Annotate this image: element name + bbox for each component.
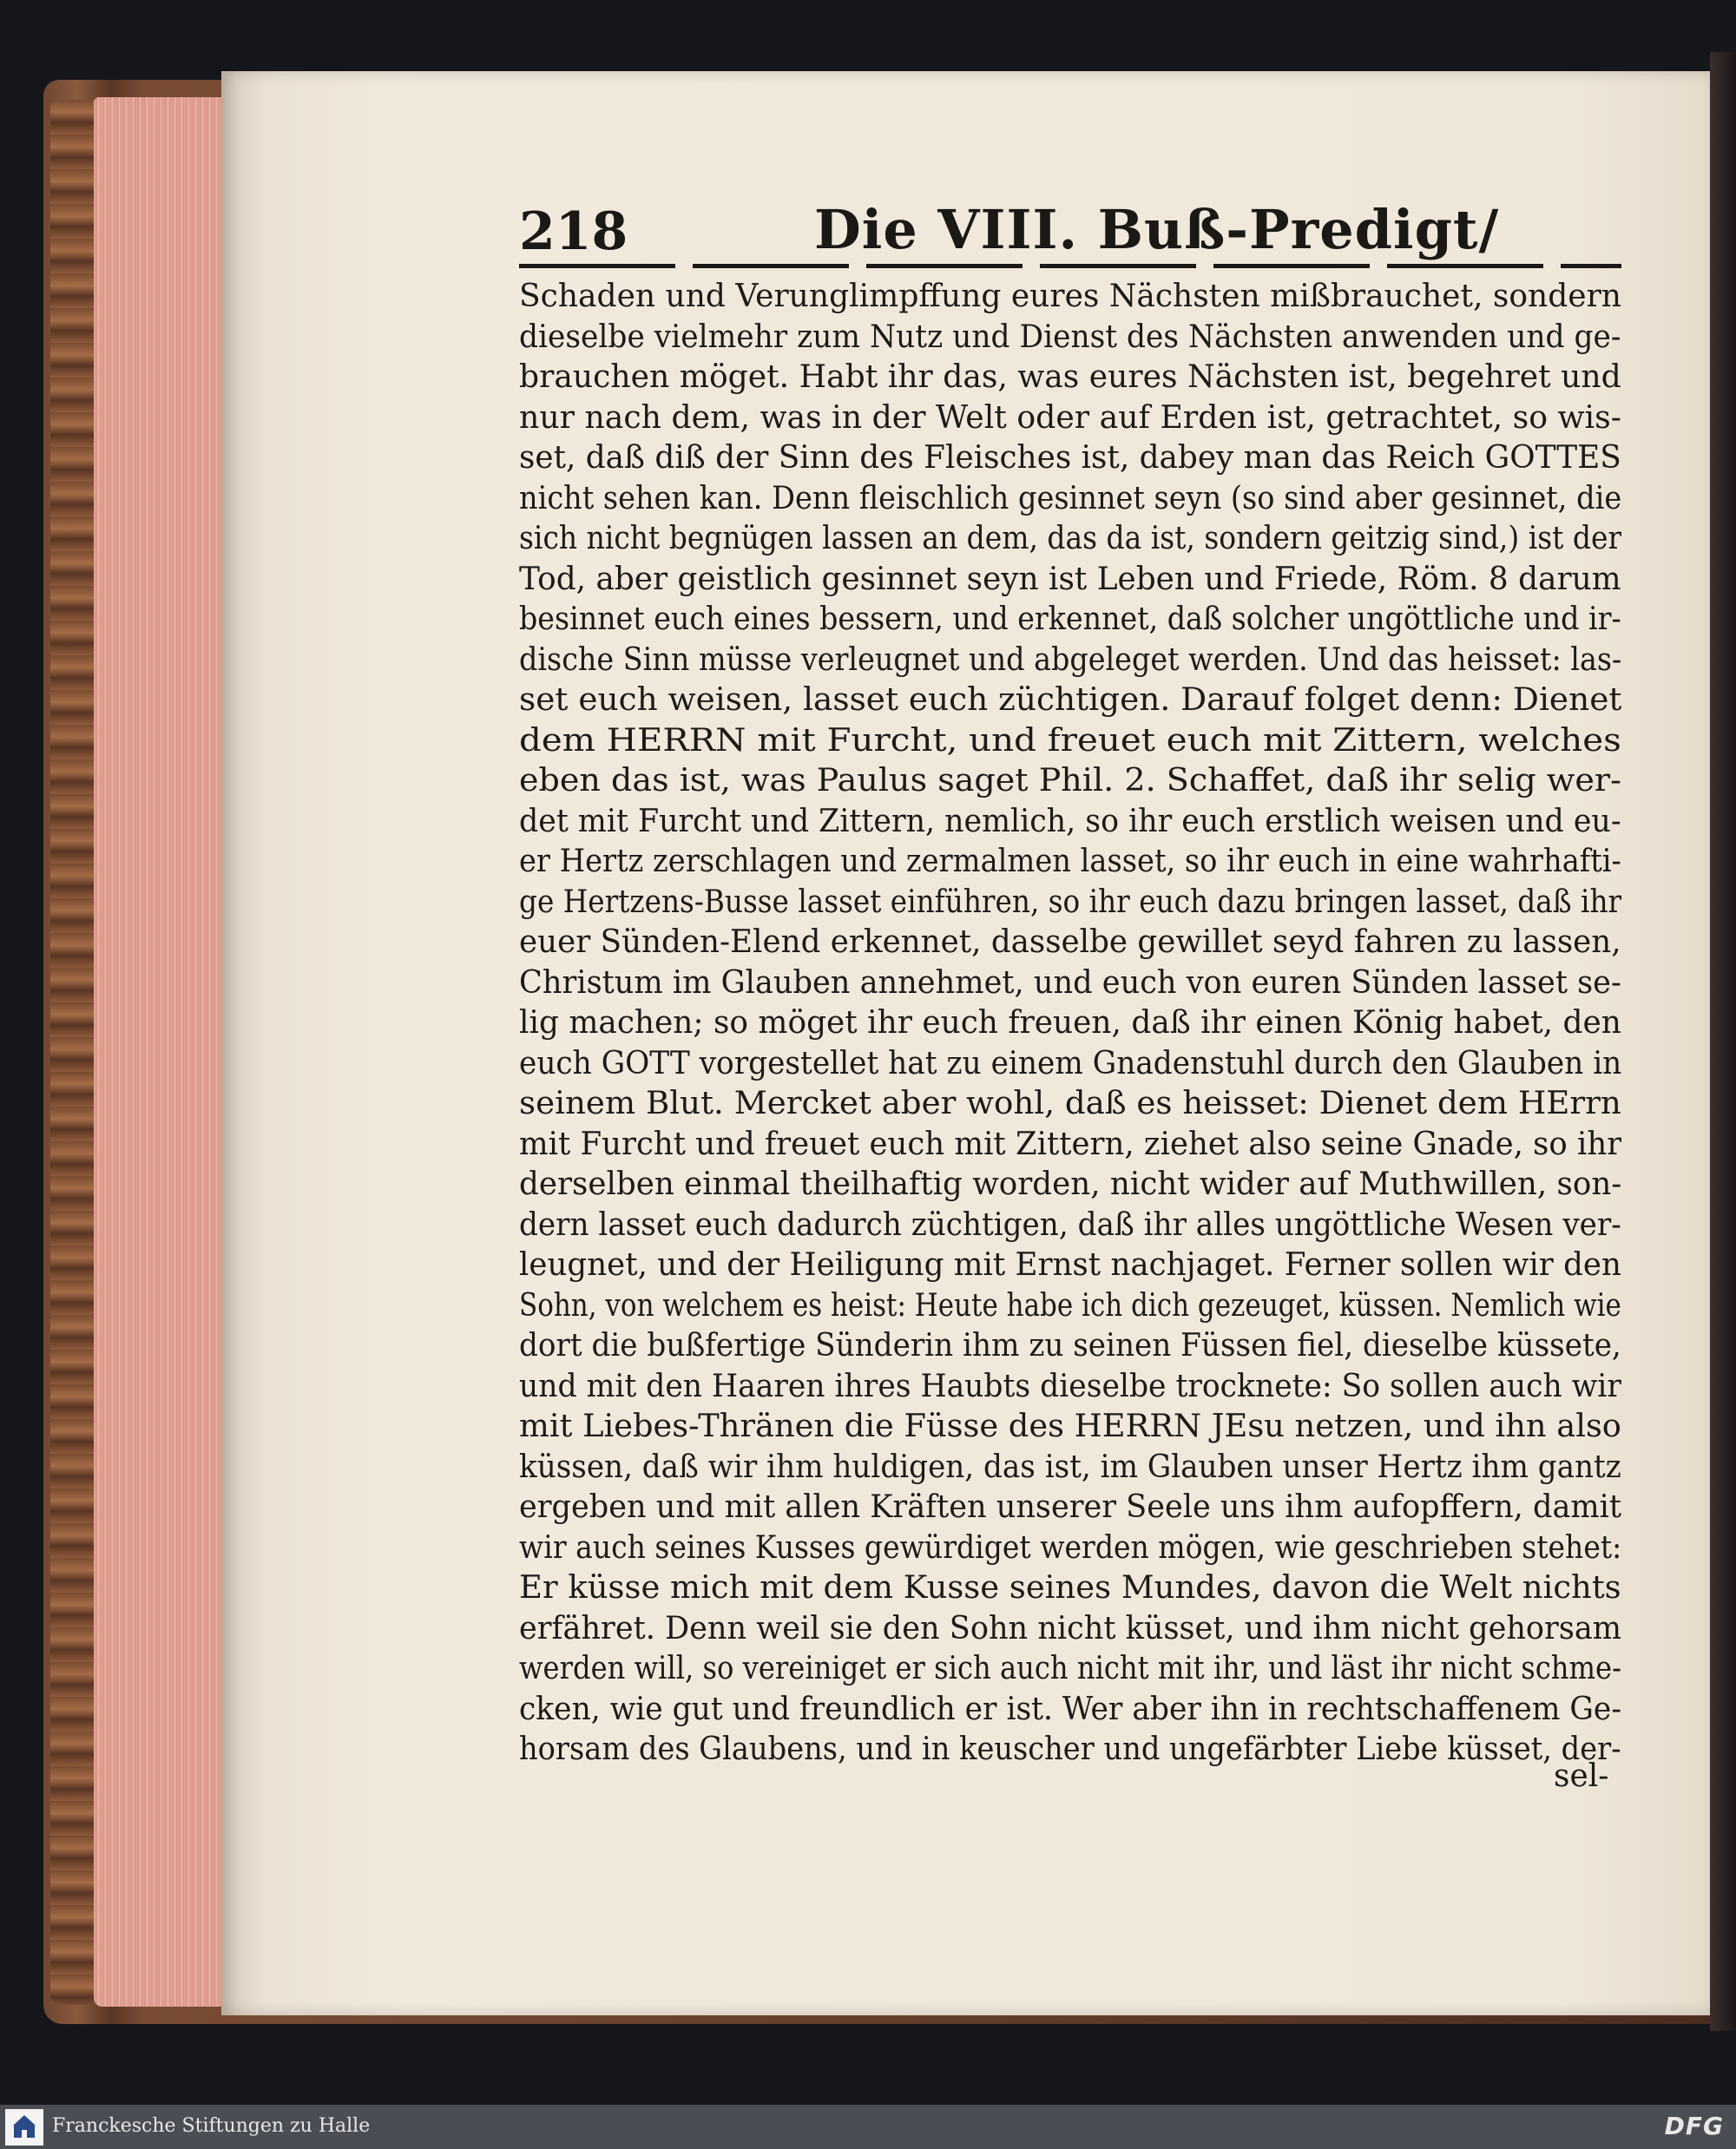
text-line: küssen, daß wir ihm huldigen, das ist, im Glauben unser Hertz ihm gantz [519, 1447, 1621, 1485]
text-line: euch GOTT vorgestellet hat zu einem Gnadenstuhl durch den Glauben in [519, 1043, 1621, 1081]
text-line: mit Liebes-Thränen die Füsse des HERRN JEsu netzen, und ihn also [519, 1407, 1621, 1444]
text-line: er Hertz zerschlagen und zermalmen lasset, so ihr euch in eine wahrhafti- [519, 842, 1621, 879]
text-line: ge Hertzens-Busse lasset einführen, so ihr euch dazu bringen lasset, daß ihr [519, 882, 1621, 920]
text-line: leugnet, und der Heiligung mit Ernst nachjaget. Ferner sollen wir den [519, 1245, 1621, 1283]
catchword: sel- [1554, 1758, 1609, 1794]
text-line: dem HERRN mit Furcht, und freuet euch mit Zittern, welches [519, 720, 1621, 759]
page-header [519, 198, 1621, 267]
body-text [519, 276, 1621, 1770]
text-line: dieselbe vielmehr zum Nutz und Dienst des Nächsten anwenden und ge- [519, 317, 1621, 355]
text-line: Christum im Glauben annehmet, und euch von euren Sünden lasset se- [519, 963, 1621, 1001]
text-line: Er küsse mich mit dem Kusse seines Mundes, davon die Welt nichts [519, 1568, 1621, 1606]
text-line: det mit Furcht und Zittern, nemlich, so ihr euch erstlich weisen und eu- [519, 801, 1621, 839]
page-number: 218 [519, 201, 628, 262]
text-line: Schaden und Verunglimpffung eures Nächsten mißbrauchet, sondern [519, 277, 1621, 314]
text-line: eben das ist, was Paulus saget Phil. 2. Schaffet, daß ihr selig wer- [519, 761, 1621, 798]
text-line: und mit den Haaren ihres Haubts dieselbe trocknete: So sollen auch wir [519, 1366, 1621, 1404]
text-line: brauchen möget. Habt ihr das, was eures Nächsten ist, begehret und [519, 358, 1621, 395]
text-line: werden will, so vereiniget er sich auch nicht mit ihr, und läst ihr nicht schme- [519, 1649, 1621, 1686]
text-line: set, daß diß der Sinn des Fleisches ist, dabey man das Reich GOTTES [519, 438, 1621, 476]
text-line: sich nicht begnügen lassen an dem, das da ist, sondern geitzig sind,) ist der [519, 519, 1621, 556]
text-line: seinem Blut. Mercket aber wohl, daß es heisset: Dienet dem HErrn [519, 1084, 1621, 1121]
text-line: dort die bußfertige Sünderin ihm zu seinen Füssen fiel, dieselbe küssete, [519, 1326, 1621, 1364]
text-line: wir auch seines Kusses gewürdiget werden mögen, wie geschrieben stehet: [519, 1528, 1621, 1566]
book-spine-edge [50, 100, 95, 2005]
header-rule [519, 264, 1621, 268]
institution-name: Franckesche Stiftungen zu Halle [52, 2115, 371, 2137]
text-line: derselben einmal theilhaftig worden, nicht wider auf Muthwillen, son- [519, 1165, 1621, 1202]
text-line: horsam des Glaubens, und in keuscher und ungefärbter Liebe küsset, der- [519, 1730, 1621, 1767]
text-line: lig machen; so möget ihr euch freuen, daß ihr einen König habet, den [519, 1003, 1621, 1041]
binding-gutter [1710, 52, 1736, 2031]
text-line: Tod, aber geistlich gesinnet seyn ist Leben und Friede, Röm. 8 darum [519, 559, 1621, 597]
institution-logo-icon [5, 2109, 43, 2146]
text-line: mit Furcht und freuet euch mit Zittern, ziehet also seine Gnade, so ihr [519, 1124, 1621, 1162]
text-line: euer Sünden-Elend erkennet, dasselbe gewillet seyd fahren zu lassen, [519, 923, 1621, 960]
text-line: ergeben und mit allen Kräften unserer Seele uns ihm aufopffern, damit [519, 1488, 1621, 1525]
text-line: Sohn, von welchem es heist: Heute habe ich dich gezeuget, küssen. Nemlich wie [519, 1285, 1621, 1324]
text-line: dische Sinn müsse verleugnet und abgeleget werden. Und das heisset: las- [519, 640, 1621, 678]
running-title: Die VIII. Buß-Predigt/ [814, 198, 1500, 261]
text-line: set euch weisen, lasset euch züchtigen. Darauf folget denn: Dienet [519, 680, 1621, 718]
text-line: nur nach dem, was in der Welt oder auf Erden ist, getrachtet, so wis- [519, 398, 1621, 436]
text-line: besinnet euch eines bessern, und erkennet, daß solcher ungöttliche und ir- [519, 600, 1621, 637]
dfg-logo: DFG [1664, 2112, 1724, 2140]
text-line: erfähret. Denn weil sie den Sohn nicht küsset, und ihm nicht gehorsam [519, 1608, 1621, 1646]
text-line: nicht sehen kan. Denn fleischlich gesinnet seyn (so sind aber gesinnet, die [519, 478, 1621, 516]
page-fore-edge [94, 97, 224, 2007]
text-line: cken, wie gut und freundlich er ist. Wer aber ihn in rechtschaffenem Ge- [519, 1689, 1621, 1727]
text-line: dern lasset euch dadurch züchtigen, daß ihr alles ungöttliche Wesen ver- [519, 1205, 1621, 1243]
